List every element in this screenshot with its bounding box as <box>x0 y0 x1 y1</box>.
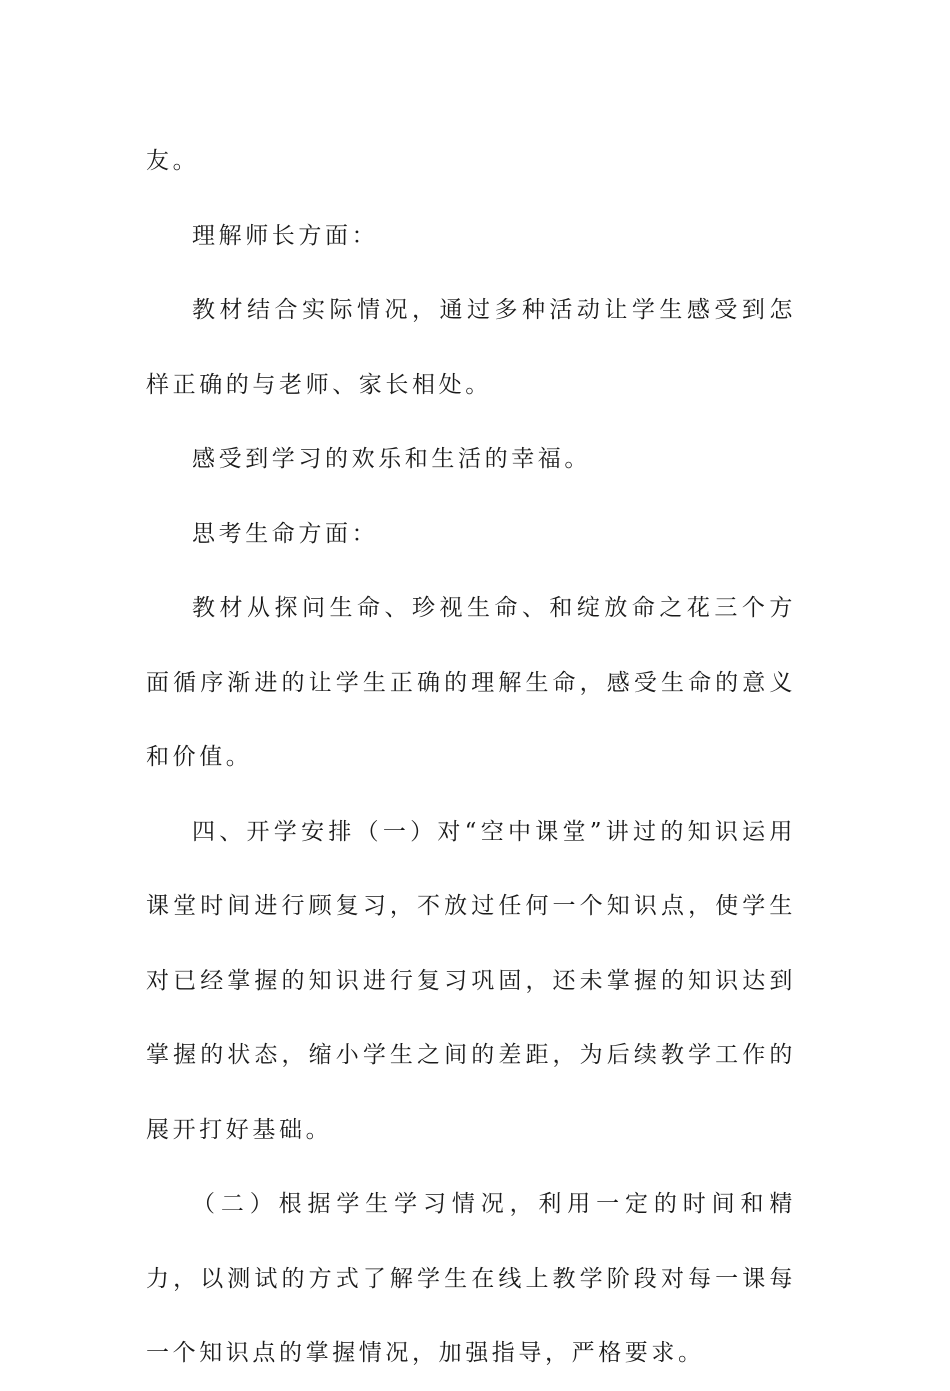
paragraph-continuation: 友。 <box>146 148 200 174</box>
paragraph-heading-teachers: 理解师长方面： <box>192 222 379 249</box>
paragraph-heading-life: 思考生命方面： <box>192 520 379 547</box>
paragraph-happiness: 感受到学习的欢乐和生活的幸福。 <box>192 446 591 472</box>
paragraph-semester-plan-1: 四、开学安排（一）对“空中课堂”讲过的知识运用课堂时间进行顾复习，不放过任何一个知识点，使学生对已经掌握的知识进行复习巩固，还未掌握的知识达到掌握的状态，缩小学生之间的差距，为后续教学工作的展开打好基础。 <box>146 818 796 1143</box>
paragraph-teachers-content: 教材结合实际情况，通过多种活动让学生感受到怎样正确的与老师、家长相处。 <box>146 297 796 398</box>
paragraph-semester-plan-2: （二）根据学生学习情况，利用一定的时间和精力，以测试的方式了解学生在线上教学阶段对每一课每一个知识点的掌握情况，加强指导，严格要求。 <box>146 1191 796 1366</box>
paragraph-life-content: 教材从探问生命、珍视生命、和绽放命之花三个方面循序渐进的让学生正确的理解生命，感受生命的意义和价值。 <box>146 595 796 770</box>
document-body <box>146 124 796 1391</box>
